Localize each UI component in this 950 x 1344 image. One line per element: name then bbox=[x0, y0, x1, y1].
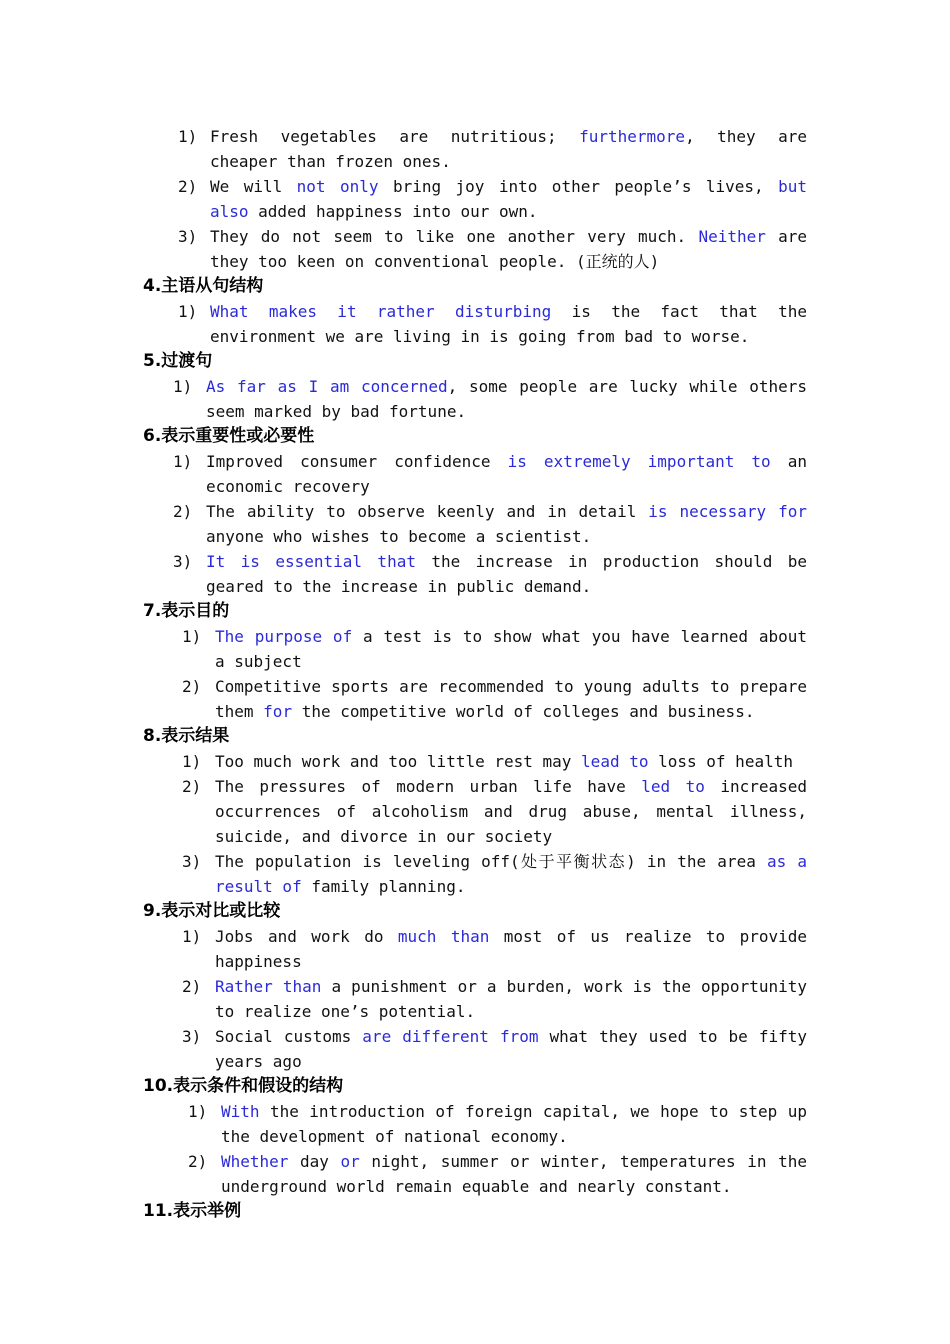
highlighted-phrase: not only bbox=[296, 177, 379, 196]
item-number: 2) bbox=[188, 1152, 208, 1171]
text-segment: loss of health bbox=[648, 752, 793, 771]
text-segment: is the fact that the environment we are living in is going from bad to worse. bbox=[210, 302, 807, 346]
list-item bbox=[143, 499, 807, 549]
text-segment: The pressures of modern urban life have bbox=[215, 777, 642, 796]
section-heading: 4.主语从句结构 bbox=[143, 276, 264, 296]
list-item bbox=[143, 974, 807, 1024]
highlighted-phrase: Neither bbox=[698, 227, 766, 246]
highlighted-phrase: but also bbox=[210, 177, 808, 221]
text-segment: an economic recovery bbox=[206, 452, 808, 496]
section-heading: 7.表示目的 bbox=[143, 601, 230, 621]
text-segment: a test is to show what you have learned about a subject bbox=[215, 627, 808, 671]
text-segment: anyone who wishes to become a scientist. bbox=[206, 527, 592, 546]
text-segment: We will bbox=[210, 177, 297, 196]
item-text bbox=[221, 1099, 807, 1149]
item-number: 2) bbox=[182, 777, 202, 796]
highlighted-phrase: as a result of bbox=[215, 852, 807, 896]
item-text bbox=[215, 674, 807, 724]
section bbox=[143, 424, 807, 599]
text-segment: family planning. bbox=[301, 877, 466, 896]
item-text bbox=[215, 924, 807, 974]
highlighted-phrase: The purpose of bbox=[215, 627, 353, 646]
list-item bbox=[143, 1149, 807, 1199]
section bbox=[143, 899, 807, 1074]
highlighted-phrase: With bbox=[221, 1102, 260, 1121]
list-item bbox=[143, 549, 807, 599]
highlighted-phrase: It is essential that bbox=[206, 552, 416, 571]
text-segment: the increase in production should be geared to the increase in public demand. bbox=[206, 552, 807, 596]
section-heading: 11.表示举例 bbox=[143, 1201, 242, 1221]
item-text bbox=[206, 499, 807, 549]
list-item bbox=[143, 749, 807, 774]
highlighted-phrase: is extremely important to bbox=[507, 452, 771, 471]
item-number: 1) bbox=[173, 452, 193, 471]
list-item bbox=[143, 224, 807, 274]
highlighted-phrase: much than bbox=[397, 927, 490, 946]
list-item bbox=[143, 774, 807, 849]
list-item bbox=[143, 174, 807, 224]
highlighted-phrase: furthermore bbox=[579, 127, 686, 146]
item-number: 3) bbox=[178, 227, 198, 246]
item-number: 3) bbox=[182, 852, 202, 871]
item-number: 2) bbox=[182, 977, 202, 996]
section bbox=[143, 349, 807, 424]
section-heading: 10.表示条件和假设的结构 bbox=[143, 1076, 344, 1096]
item-number: 1) bbox=[178, 302, 198, 321]
text-segment: Too much work and too little rest may bbox=[215, 752, 582, 771]
item-text bbox=[215, 749, 807, 774]
text-segment: The ability to observe keenly and in detail bbox=[206, 502, 649, 521]
item-number: 2) bbox=[182, 677, 202, 696]
item-number: 1) bbox=[178, 127, 198, 146]
list-item bbox=[143, 1099, 807, 1149]
list-item bbox=[143, 1024, 807, 1074]
section-heading: 5.过渡句 bbox=[143, 351, 213, 371]
item-text bbox=[215, 849, 807, 899]
item-text bbox=[210, 299, 807, 349]
text-segment: , they are cheaper than frozen ones. bbox=[210, 127, 807, 171]
highlighted-phrase: for bbox=[263, 702, 293, 721]
text-segment: are they too keen on conventional people. (正统的人) bbox=[210, 227, 808, 271]
text-segment: the competitive world of colleges and business. bbox=[292, 702, 755, 721]
item-text bbox=[210, 124, 807, 174]
item-text bbox=[221, 1149, 807, 1199]
text-segment: They do not seem to like one another very much. bbox=[210, 227, 699, 246]
item-text bbox=[210, 174, 807, 224]
text-segment: Jobs and work do bbox=[215, 927, 398, 946]
text-segment: most of us realize to provide happiness bbox=[215, 927, 808, 971]
section bbox=[143, 599, 807, 724]
item-text bbox=[215, 774, 807, 849]
item-text bbox=[206, 449, 807, 499]
text-segment: The population is leveling off(处于平衡状态) in the area bbox=[215, 852, 767, 871]
item-text bbox=[206, 549, 807, 599]
highlighted-phrase: led to bbox=[641, 777, 705, 796]
item-number: 1) bbox=[182, 752, 202, 771]
item-text bbox=[215, 624, 807, 674]
text-segment: added happiness into our own. bbox=[248, 202, 538, 221]
section-heading: 8.表示结果 bbox=[143, 726, 230, 746]
highlighted-phrase: is necessary for bbox=[648, 502, 808, 521]
text-segment: increased occurrences of alcoholism and drug abuse, mental illness, suicide, and divorce in our society bbox=[215, 777, 808, 846]
item-text bbox=[215, 974, 807, 1024]
section bbox=[143, 124, 807, 274]
list-item bbox=[143, 299, 807, 349]
text-segment: the introduction of foreign capital, we hope to step up the development of national economy. bbox=[221, 1102, 807, 1146]
section bbox=[143, 1199, 807, 1224]
list-item bbox=[143, 124, 807, 174]
section bbox=[143, 274, 807, 349]
item-number: 1) bbox=[182, 927, 202, 946]
text-segment: Improved consumer confidence bbox=[206, 452, 508, 471]
document-body bbox=[143, 124, 807, 1224]
section-heading: 9.表示对比或比较 bbox=[143, 901, 281, 921]
item-number: 1) bbox=[188, 1102, 208, 1121]
item-text bbox=[206, 374, 807, 424]
item-number: 1) bbox=[182, 627, 202, 646]
section-heading: 6.表示重要性或必要性 bbox=[143, 426, 315, 446]
item-number: 2) bbox=[178, 177, 198, 196]
list-item bbox=[143, 624, 807, 674]
item-number: 2) bbox=[173, 502, 193, 521]
section bbox=[143, 724, 807, 899]
section bbox=[143, 1074, 807, 1199]
list-item bbox=[143, 849, 807, 899]
item-number: 1) bbox=[173, 377, 193, 396]
item-number: 3) bbox=[173, 552, 193, 571]
highlighted-phrase: lead to bbox=[581, 752, 649, 771]
highlighted-phrase: What makes it rather disturbing bbox=[210, 302, 552, 321]
text-segment: , some people are lucky while others seem marked by bad fortune. bbox=[206, 377, 807, 421]
list-item bbox=[143, 374, 807, 424]
highlighted-phrase: As far as I am concerned bbox=[206, 377, 448, 396]
highlighted-phrase: or bbox=[340, 1152, 360, 1171]
highlighted-phrase: are different from bbox=[362, 1027, 539, 1046]
text-segment: bring joy into other people’s lives, bbox=[378, 177, 779, 196]
text-segment: night, summer or winter, temperatures in the underground world remain equable and nearly constant. bbox=[221, 1152, 807, 1196]
list-item bbox=[143, 449, 807, 499]
list-item bbox=[143, 674, 807, 724]
text-segment: a punishment or a burden, work is the opportunity to realize one’s potential. bbox=[215, 977, 807, 1021]
text-segment: Competitive sports are recommended to young adults to prepare them bbox=[215, 677, 807, 721]
text-segment: Social customs bbox=[215, 1027, 363, 1046]
text-segment: what they used to be fifty years ago bbox=[215, 1027, 807, 1071]
highlighted-phrase: Whether bbox=[221, 1152, 289, 1171]
text-segment: Fresh vegetables are nutritious; bbox=[210, 127, 580, 146]
text-segment: day bbox=[288, 1152, 341, 1171]
item-number: 3) bbox=[182, 1027, 202, 1046]
item-text bbox=[210, 224, 807, 274]
list-item bbox=[143, 924, 807, 974]
highlighted-phrase: Rather than bbox=[215, 977, 322, 996]
item-text bbox=[215, 1024, 807, 1074]
